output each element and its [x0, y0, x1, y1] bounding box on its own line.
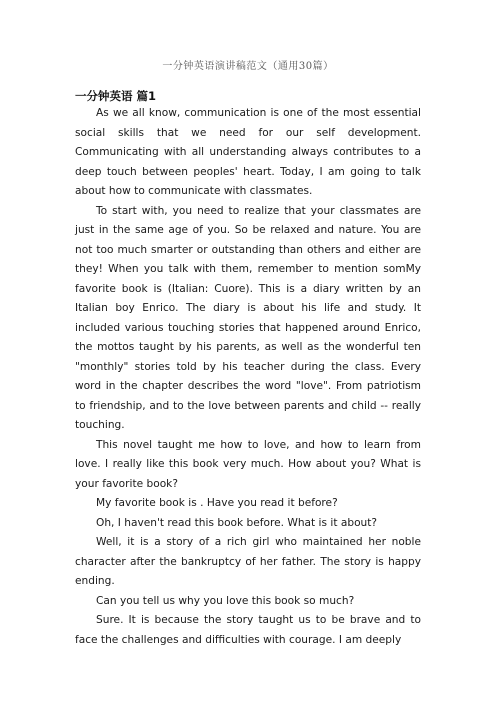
paragraph: To start with, you need to realize that your classmates are just in the same age of you. So be relaxed and nature. You are not too much smarter or outstanding than others and either are they! When you talk with them, remember to mention somMy favorite book is (Italian: Cuore). This is a diary written by an Italian boy Enrico. The diary is about his life and study. It included various touching stories that happened around Enrico, the mottos taught by his parents, as well as the wonderful ten "monthly" stories told by his teacher during the class. Every word in the chapter describes the word "love". From patriotism to friendship, and to the love between parents and child -- really touching. — [75, 204, 421, 431]
paragraph: My favorite book is . Have you read it before? — [96, 497, 338, 509]
paragraph: Oh, I haven't read this book before. What is it about? — [96, 516, 378, 529]
section-title: 一分钟英语 篇1 — [75, 89, 157, 103]
document-header-title: 一分钟英语演讲稿范文（通用30篇） — [162, 61, 334, 72]
paragraph: Can you tell us why you love this book so much? — [96, 594, 355, 607]
document-body — [75, 104, 421, 650]
paragraph: This novel taught me how to love, and how to learn from love. I really like this book very much. How about you? What is your favorite book? — [75, 438, 421, 490]
paragraph: As we all know, communication is one of the most essential social skills that we need for our self development. Communicating with all understanding always contributes to a deep touch between peoples' heart. Today, I am going to talk about how to communicate with classmates. — [75, 107, 421, 197]
paragraph: Sure. It is because the story taught us to be brave and to face the challenges and difficulties with courage. I am deeply — [75, 614, 421, 646]
paragraph: Well, it is a story of a rich girl who maintained her noble character after the bankruptcy of her father. The story is happy ending. — [75, 536, 421, 587]
